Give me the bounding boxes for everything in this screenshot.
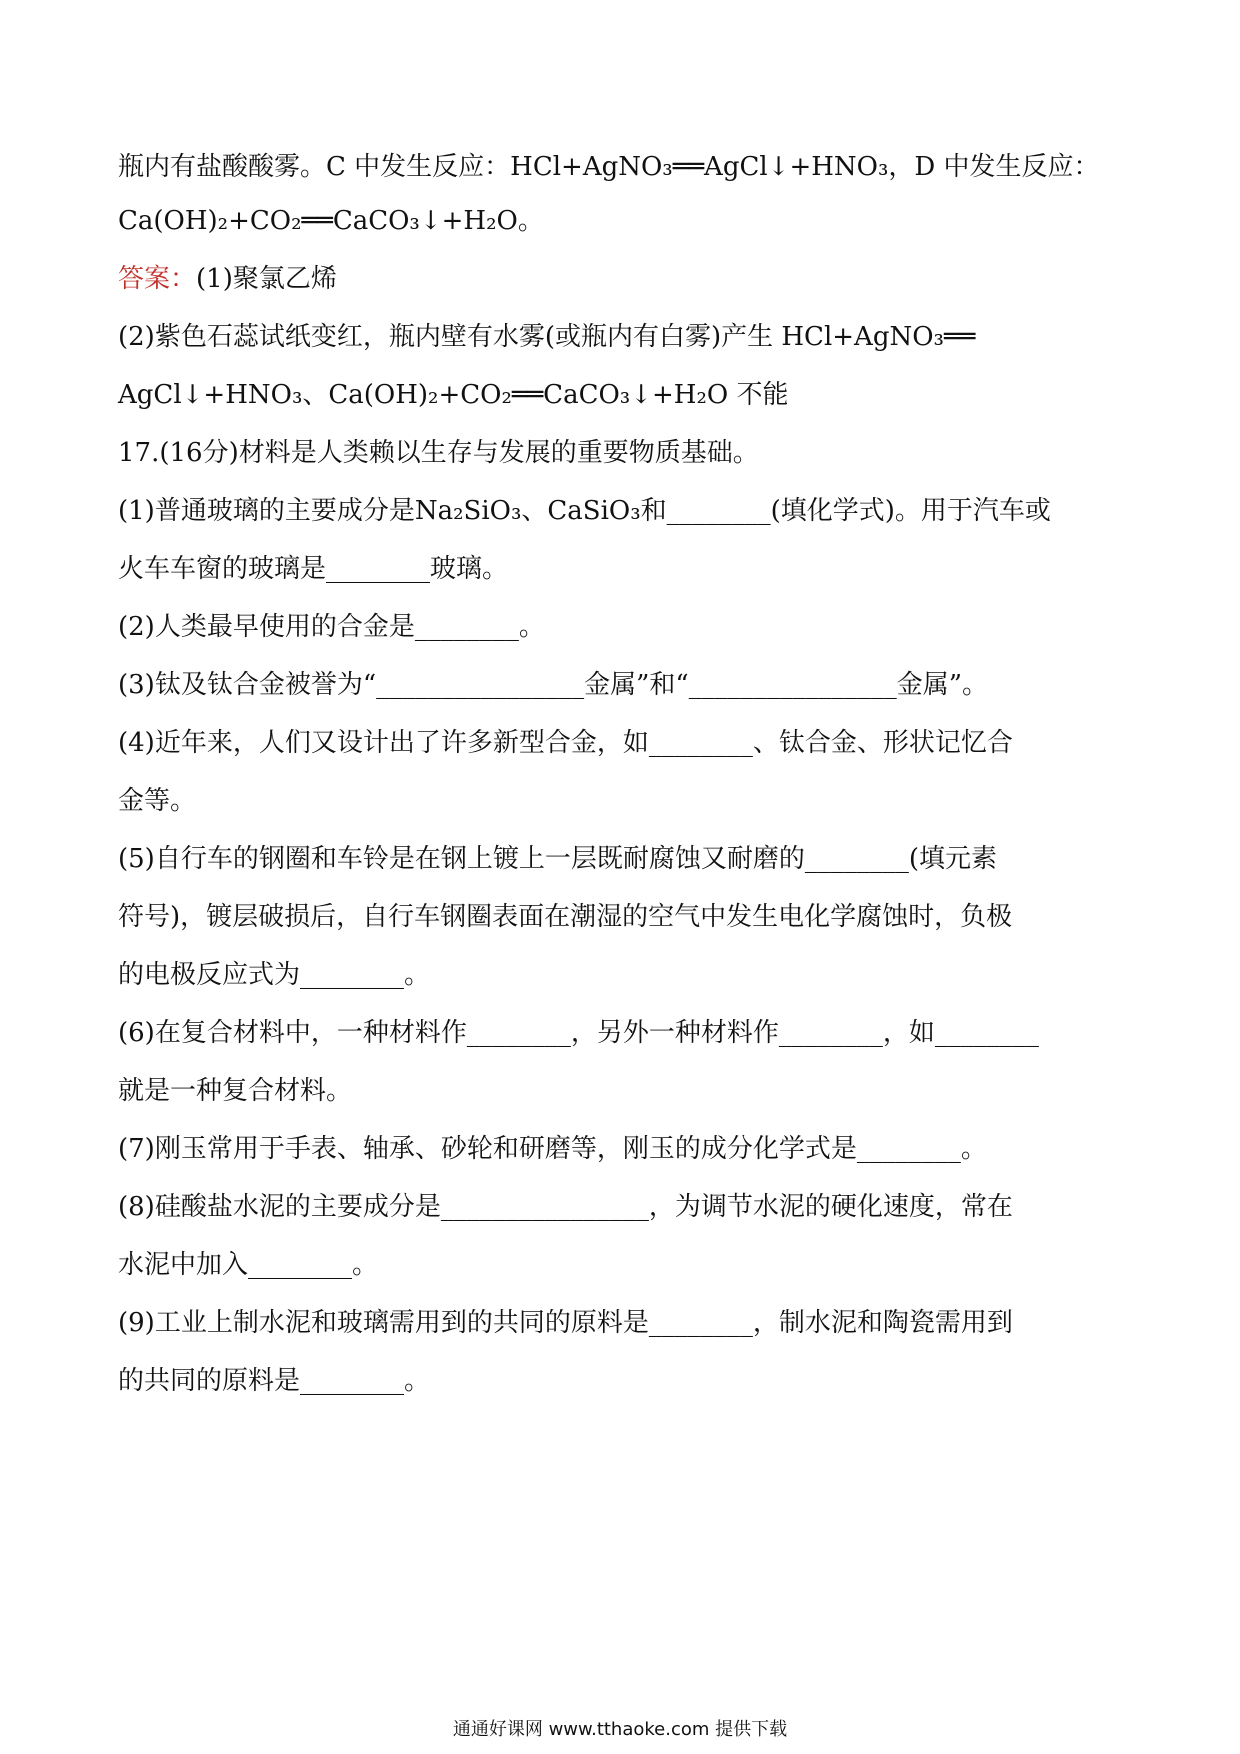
question-part-7: (7)刚玉常用于手表、轴承、砂轮和研磨等，刚玉的成分化学式是________。 bbox=[118, 1134, 987, 1164]
question-title: 17.(16分)材料是人类赖以生存与发展的重要物质基础。 bbox=[118, 438, 759, 468]
text-line-1: 瓶内有盐酸酸雾。C 中发生反应：HCl+AgNO₃══AgCl↓+HNO₃，D 中发生反应： bbox=[118, 152, 1100, 182]
question-part-4: (4)近年来，人们又设计出了许多新型合金，如________、钛合金、形状记忆合 bbox=[118, 728, 1013, 758]
question-part-5: (5)自行车的钢圈和车铃是在钢上镀上一层既耐腐蚀又耐磨的________(填元素 bbox=[118, 844, 997, 874]
question-part-5-cont2: 的电极反应式为________。 bbox=[118, 960, 431, 990]
question-part-8-cont: 水泥中加入________。 bbox=[118, 1250, 379, 1280]
question-part-9-cont: 的共同的原料是________。 bbox=[118, 1366, 431, 1396]
question-part-4-cont: 金等。 bbox=[118, 786, 197, 816]
question-part-1: (1)普通玻璃的主要成分是Na₂SiO₃、CaSiO₃和________(填化学式)。用于汽车或 bbox=[118, 496, 1051, 526]
question-part-6-cont: 就是一种复合材料。 bbox=[118, 1076, 353, 1106]
text-line-4: (2)紫色石蕊试纸变红，瓶内壁有水雾(或瓶内有白雾)产生 HCl+AgNO₃══ bbox=[118, 322, 976, 352]
page-footer: 通通好课网 www.tthaoke.com 提供下载 bbox=[452, 1719, 788, 1740]
question-part-8: (8)硅酸盐水泥的主要成分是________________，为调节水泥的硬化速度，常在 bbox=[118, 1192, 1013, 1222]
answer-text: (1)聚氯乙烯 bbox=[196, 264, 337, 294]
text-line-2: Ca(OH)₂+CO₂══CaCO₃↓+H₂O。 bbox=[118, 206, 544, 236]
question-part-1-cont: 火车车窗的玻璃是________玻璃。 bbox=[118, 554, 509, 584]
answer-label: 答案： bbox=[118, 264, 197, 294]
answer-line bbox=[118, 262, 1128, 296]
question-part-2: (2)人类最早使用的合金是________。 bbox=[118, 612, 545, 642]
question-part-9: (9)工业上制水泥和玻璃需用到的共同的原料是________，制水泥和陶瓷需用到 bbox=[118, 1308, 1013, 1338]
question-part-5-cont: 符号)，镀层破损后，自行车钢圈表面在潮湿的空气中发生电化学腐蚀时，负极 bbox=[118, 902, 1013, 932]
question-part-6: (6)在复合材料中，一种材料作________，另外一种材料作________，如________ bbox=[118, 1018, 1039, 1048]
question-part-3: (3)钛及钛合金被誉为“________________金属”和“________________金属”。 bbox=[118, 670, 988, 700]
text-line-5: AgCl↓+HNO₃、Ca(OH)₂+CO₂══CaCO₃↓+H₂O 不能 bbox=[118, 380, 789, 410]
